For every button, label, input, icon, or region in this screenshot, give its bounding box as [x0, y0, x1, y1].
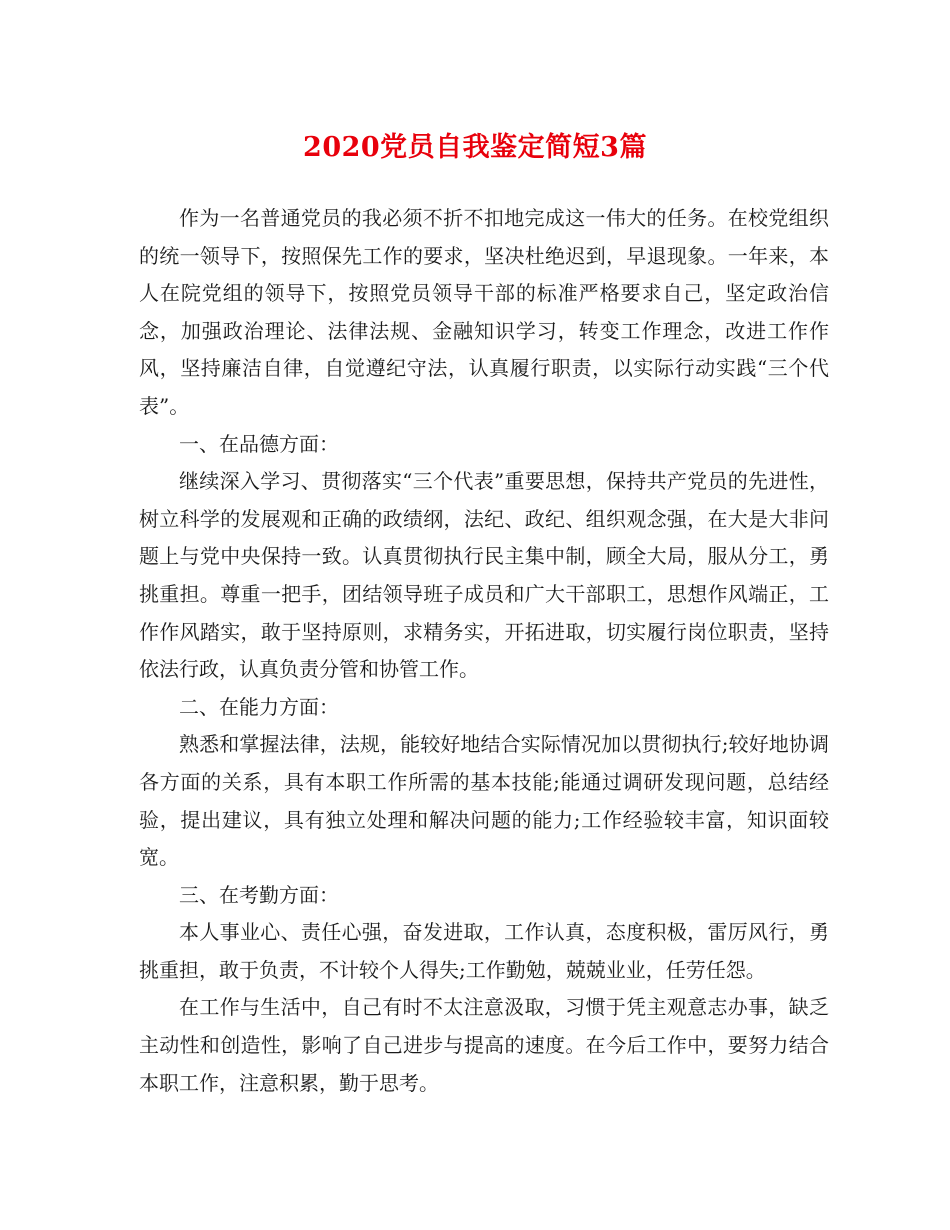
paragraph-ability: 熟悉和掌握法律，法规，能较好地结合实际情况加以贯彻执行;较好地协调各方面的关系，具有本职工作所需的基本技能;能通过调研发现问题，总结经验，提出建议，具有独立处理和解决问题的能力;工作经验较丰富，知识面较宽。: [139, 732, 829, 870]
paragraph-morality: 继续深入学习、贯彻落实“三个代表”重要思想，保持共产党员的先进性，树立科学的发展观和正确的政绩纲，法纪、政纪、组织观念强，在大是大非问题上与党中央保持一致。认真贯彻执行民主集中制，顾全大局，服从分工，勇挑重担。尊重一把手，团结领导班子成员和广大干部职工，思想作风端正，工作作风踏实，敢于坚持原则，求精务实，开拓进取，切实履行岗位职责，坚持依法行政，认真负责分管和协管工作。: [139, 469, 829, 682]
page-title: 2020党员自我鉴定简短3篇: [303, 132, 647, 163]
document-body: [139, 200, 829, 1102]
section-heading-ability: 二、在能力方面：: [179, 694, 339, 719]
section-heading-attendance: 三、在考勤方面：: [179, 882, 339, 907]
section-heading-morality: 一、在品德方面：: [179, 431, 339, 456]
paragraph-intro: 作为一名普通党员的我必须不折不扣地完成这一伟大的任务。在校党组织的统一领导下，按照保先工作的要求，坚决杜绝迟到，早退现象。一年来，本人在院党组的领导下，按照党员领导干部的标准严格要求自己，坚定政治信念，加强政治理论、法律法规、金融知识学习，转变工作理念，改进工作作风，坚持廉洁自律，自觉遵纪守法，认真履行职责，以实际行动实践“三个代表”。: [139, 206, 829, 418]
paragraph-conclusion: 在工作与生活中，自己有时不太注意汲取，习惯于凭主观意志办事，缺乏主动性和创造性，影响了自己进步与提高的速度。在今后工作中，要努力结合本职工作，注意积累，勤于思考。: [139, 995, 829, 1095]
paragraph-attendance: 本人事业心、责任心强，奋发进取，工作认真，态度积极，雷厉风行，勇挑重担，敢于负责，不计较个人得失;工作勤勉，兢兢业业，任劳任怨。: [139, 920, 829, 982]
